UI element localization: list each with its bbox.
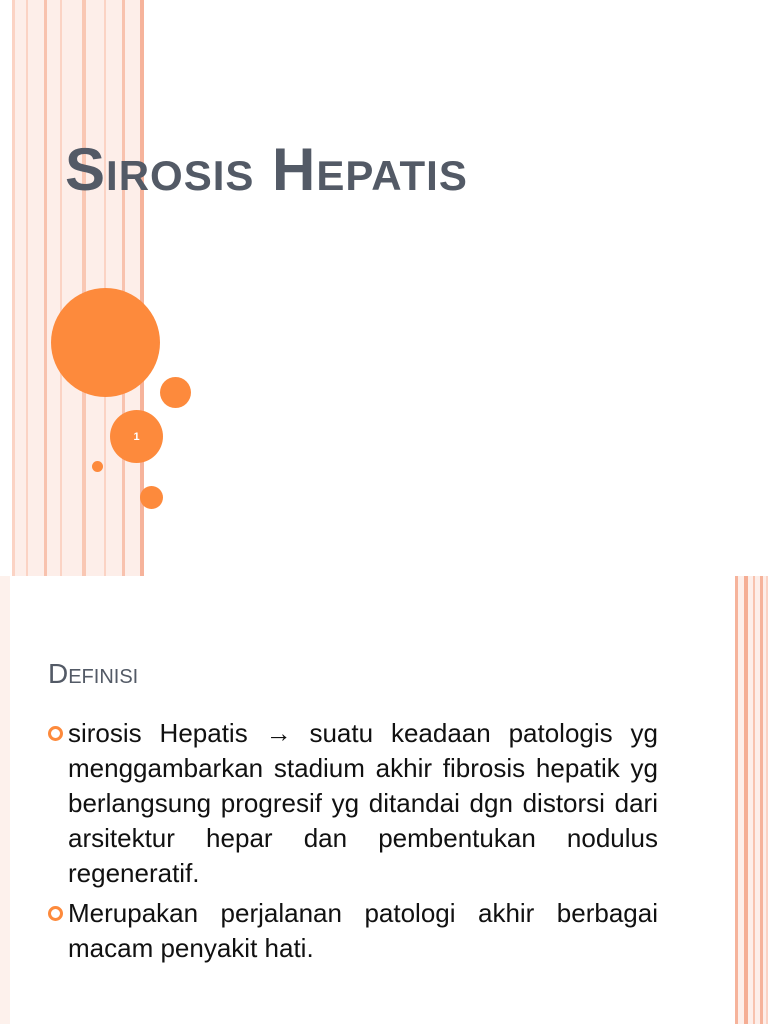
slide-definition xyxy=(0,576,768,1024)
decorative-edge xyxy=(0,576,10,1024)
decorative-stripe xyxy=(753,576,755,1024)
bullet-text: sirosis Hepatis → suatu keadaan patologis yg menggambarkan stadium akhir fibrosis hepatik yg berlangsung progresif yg ditandai dgn distorsi dari arsitektur hepar dan pembentukan nodulus regeneratif. xyxy=(68,718,658,888)
decorative-circle-large xyxy=(51,288,160,397)
decorative-stripe xyxy=(744,576,748,1024)
decorative-stripe xyxy=(60,0,62,576)
decorative-stripe xyxy=(735,576,738,1024)
decorative-stripe xyxy=(82,0,86,576)
decorative-stripe xyxy=(26,0,28,576)
bullet-ring-icon xyxy=(48,726,63,741)
bullet-ring-icon xyxy=(48,906,63,921)
decorative-circle-tiny xyxy=(92,461,103,472)
slide-number-badge xyxy=(110,410,163,463)
section-heading: Definisi xyxy=(48,658,139,689)
bullet-item xyxy=(48,896,658,966)
decorative-stripe xyxy=(44,0,47,576)
bullet-text: Merupakan perjalanan patologi akhir berbagai macam penyakit hati. xyxy=(68,898,658,963)
decorative-stripe-band xyxy=(735,576,768,1024)
decorative-stripe xyxy=(122,0,125,576)
decorative-stripe xyxy=(12,0,15,576)
decorative-circle-small xyxy=(160,377,191,408)
bullet-item xyxy=(48,716,658,891)
decorative-circle-small xyxy=(140,486,163,509)
slide-number: 1 xyxy=(133,430,140,443)
slide-title-text: Sirosis Hepatis xyxy=(65,136,468,203)
bullet-list xyxy=(48,716,658,971)
decorative-stripe xyxy=(760,576,763,1024)
